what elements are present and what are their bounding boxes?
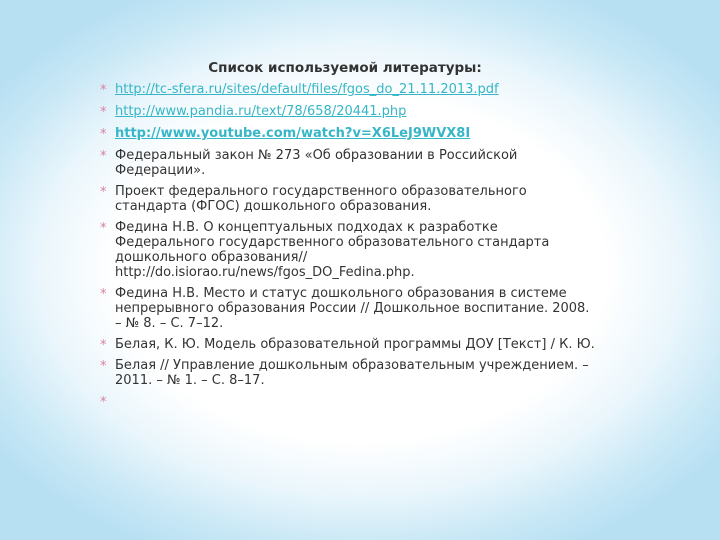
bullet-icon: * xyxy=(100,127,107,142)
bullet-icon: * xyxy=(100,338,107,353)
reference-item-5 xyxy=(100,184,600,214)
bullet-icon: * xyxy=(100,185,107,200)
reference-item-4 xyxy=(100,148,600,178)
bullet-icon: * xyxy=(100,83,107,98)
reference-item-9 xyxy=(100,358,600,388)
reference-link[interactable]: http://tc-sfera.ru/sites/default/files/fgos_do_21.11.2013.pdf xyxy=(115,82,499,97)
bullet-icon: * xyxy=(100,395,107,410)
bullet-icon: * xyxy=(100,105,107,120)
reference-item-1 xyxy=(100,82,600,97)
reference-text: Белая, К. Ю. Модель образовательной программы ДОУ [Текст] / К. Ю. xyxy=(115,337,595,352)
reference-item-8 xyxy=(100,337,600,352)
reference-list xyxy=(100,82,600,410)
bullet-icon: * xyxy=(100,221,107,236)
reference-text: Федина Н.В. Место и статус дошкольного образования в системе непрерывного образования России // Дошкольное воспитание. 2008. – № 8. – С. 7–12. xyxy=(115,286,590,331)
reference-link[interactable]: http://www.pandia.ru/text/78/658/20441.php xyxy=(115,104,407,119)
reference-item-6 xyxy=(100,220,600,280)
reference-item-3 xyxy=(100,126,600,141)
reference-text: Федеральный закон № 273 «Об образовании в Российской Федерации». xyxy=(115,148,518,178)
bullet-icon: * xyxy=(100,149,107,164)
bullet-icon: * xyxy=(100,359,107,374)
reference-link[interactable]: http://www.youtube.com/watch?v=X6LeJ9WVX8I xyxy=(115,126,471,141)
reference-item-7 xyxy=(100,286,600,331)
reference-text: Проект федерального государственного образовательного стандарта (ФГОС) дошкольного образования. xyxy=(115,184,527,214)
reference-item-2 xyxy=(100,104,600,119)
reference-text: Федина Н.В. О концептуальных подходах к разработке Федерального государственного образовательного стандарта дошкольного образования// http://do.isiorao.ru/news/fgos_DO_Fedina.php. xyxy=(115,220,550,280)
slide-title: Список используемой литературы: xyxy=(208,60,482,76)
reference-text: Белая // Управление дошкольным образовательным учреждением. – 2011. – № 1. – С. 8–17. xyxy=(115,358,589,388)
bullet-icon: * xyxy=(100,287,107,302)
